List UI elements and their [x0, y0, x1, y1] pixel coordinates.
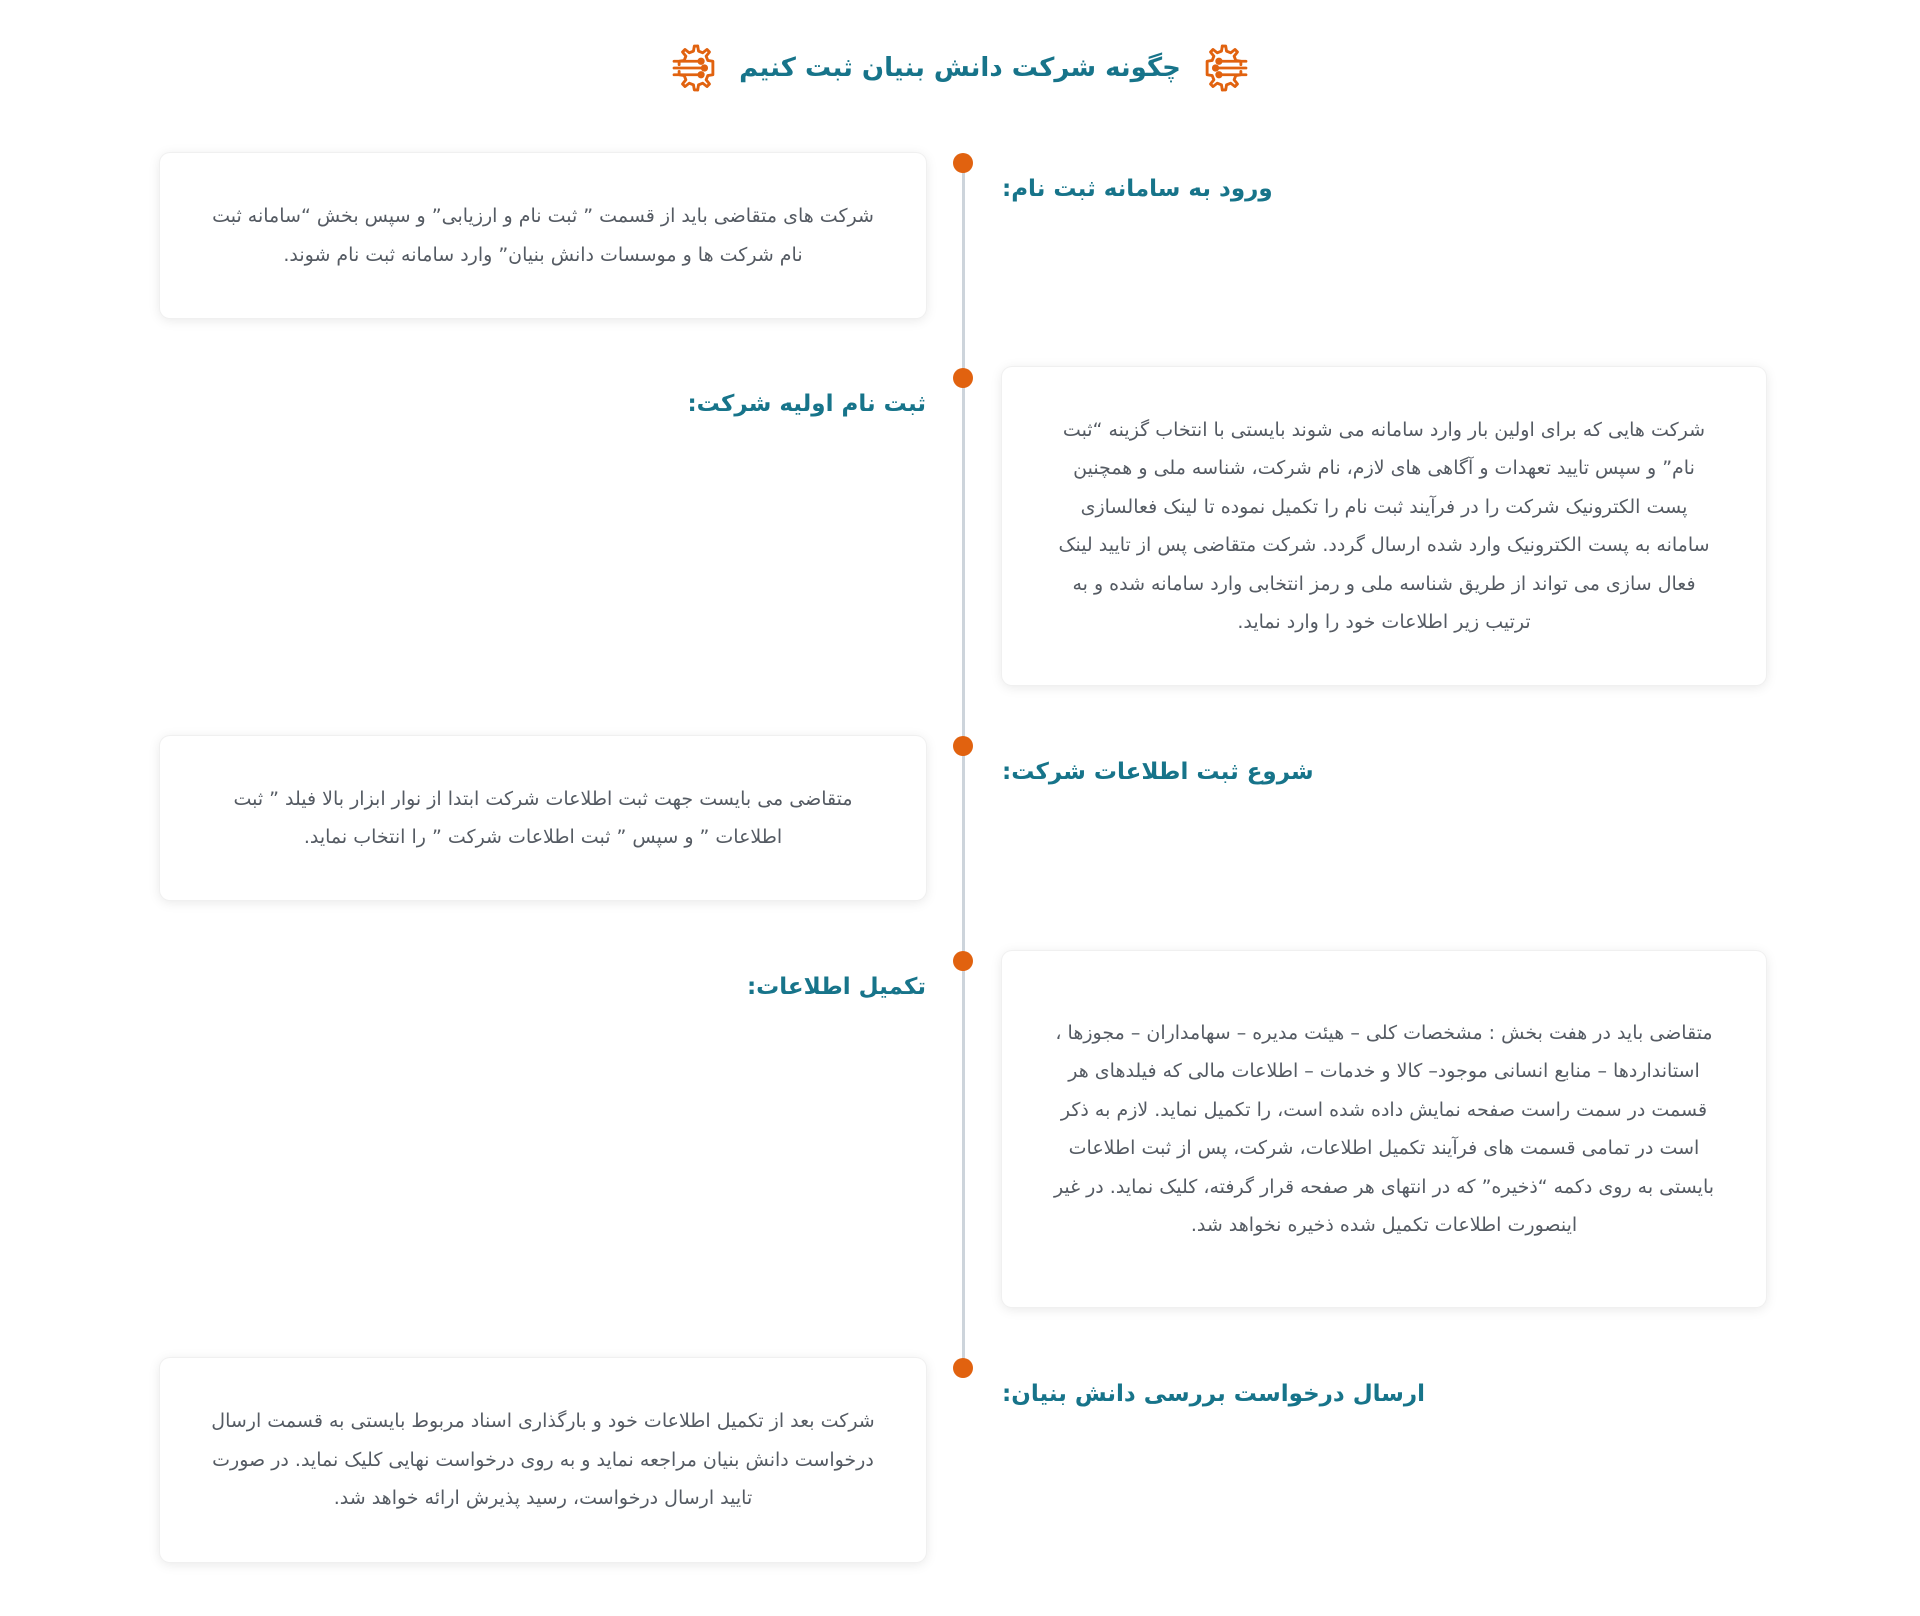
- step-card: [160, 1358, 926, 1562]
- gear-circuit-icon: [1197, 41, 1251, 95]
- step-card: [1002, 367, 1766, 685]
- step-title: ورود به سامانه ثبت نام:: [1002, 176, 1273, 202]
- timeline-dot: [953, 368, 973, 388]
- step-title: ثبت نام اولیه شرکت:: [687, 391, 926, 417]
- page-header: [0, 38, 1920, 98]
- step-description: متقاضی می بایست جهت ثبت اطلاعات شرکت ابتدا از نوار ابزار بالا فیلد ” ثبت اطلاعات ” و سپس ” ثبت اطلاعات شرکت ” را انتخاب نماید.: [233, 787, 853, 848]
- step-title: تکمیل اطلاعات:: [746, 974, 926, 1000]
- step-description: متقاضی باید در هفت بخش : مشخصات کلی – هیئت مدیره – سهامداران – مجوزها ، استانداردها – منابع انسانی موجود– کالا و خدمات – اطلاعات مالی که فیلدهای هر قسمت در سمت راست صفحه نمایش داده شده است، را تکمیل نماید. لازم به ذکر است در تمامی قسمت های فرآیند تکمیل اطلاعات، شرکت، پس از ثبت اطلاعات بایستی به روی دکمه “ذخیره” که در انتهای هر صفحه قرار گرفته، کلیک نماید. در غیر اینصورت اطلاعات تکمیل شده ذخیره نخواهد شد.: [1053, 1021, 1715, 1236]
- gear-circuit-icon: [669, 41, 723, 95]
- step-title: شروع ثبت اطلاعات شرکت:: [1002, 759, 1314, 785]
- step-description: شرکت هایی که برای اولین بار وارد سامانه می شوند بایستی با انتخاب گزینه “ثبت نام” و سپس تایید تعهدات و آگاهی های لازم، نام شرکت، شناسه ملی و همچنین پست الکترونیک شرکت را در فرآیند ثبت نام را تکمیل نموده تا لینک فعالسازی سامانه به پست الکترونیک وارد شده ارسال گردد. شرکت متقاضی پس از تایید لینک فعال سازی می تواند از طریق شناسه ملی و رمز انتخابی وارد سامانه شده و به ترتیب زیر اطلاعات خود را وارد نماید.: [1058, 418, 1710, 633]
- timeline-dot: [953, 153, 973, 173]
- step-card: [160, 153, 926, 318]
- step-card: [1002, 951, 1766, 1307]
- timeline-dot: [953, 736, 973, 756]
- step-title: ارسال درخواست بررسی دانش بنیان:: [1002, 1381, 1426, 1407]
- step-description: شرکت بعد از تکمیل اطلاعات خود و بارگذاری اسناد مربوط بایستی به قسمت ارسال درخواست دانش بنیان مراجعه نماید و به روی درخواست نهایی کلیک نماید. در صورت تایید ارسال درخواست، رسید پذیرش ارائه خواهد شد.: [211, 1410, 875, 1510]
- timeline-dot: [953, 951, 973, 971]
- timeline-dot: [953, 1358, 973, 1378]
- step-card: [160, 736, 926, 900]
- step-description: شرکت های متقاضی باید از قسمت ” ثبت نام و ارزیابی” و سپس بخش “سامانه ثبت نام شرکت ها و موسسات دانش بنیان” وارد سامانه ثبت نام شوند.: [212, 205, 874, 266]
- timeline-line: [962, 163, 965, 1368]
- page-title: چگونه شرکت دانش بنیان ثبت کنیم: [739, 53, 1181, 83]
